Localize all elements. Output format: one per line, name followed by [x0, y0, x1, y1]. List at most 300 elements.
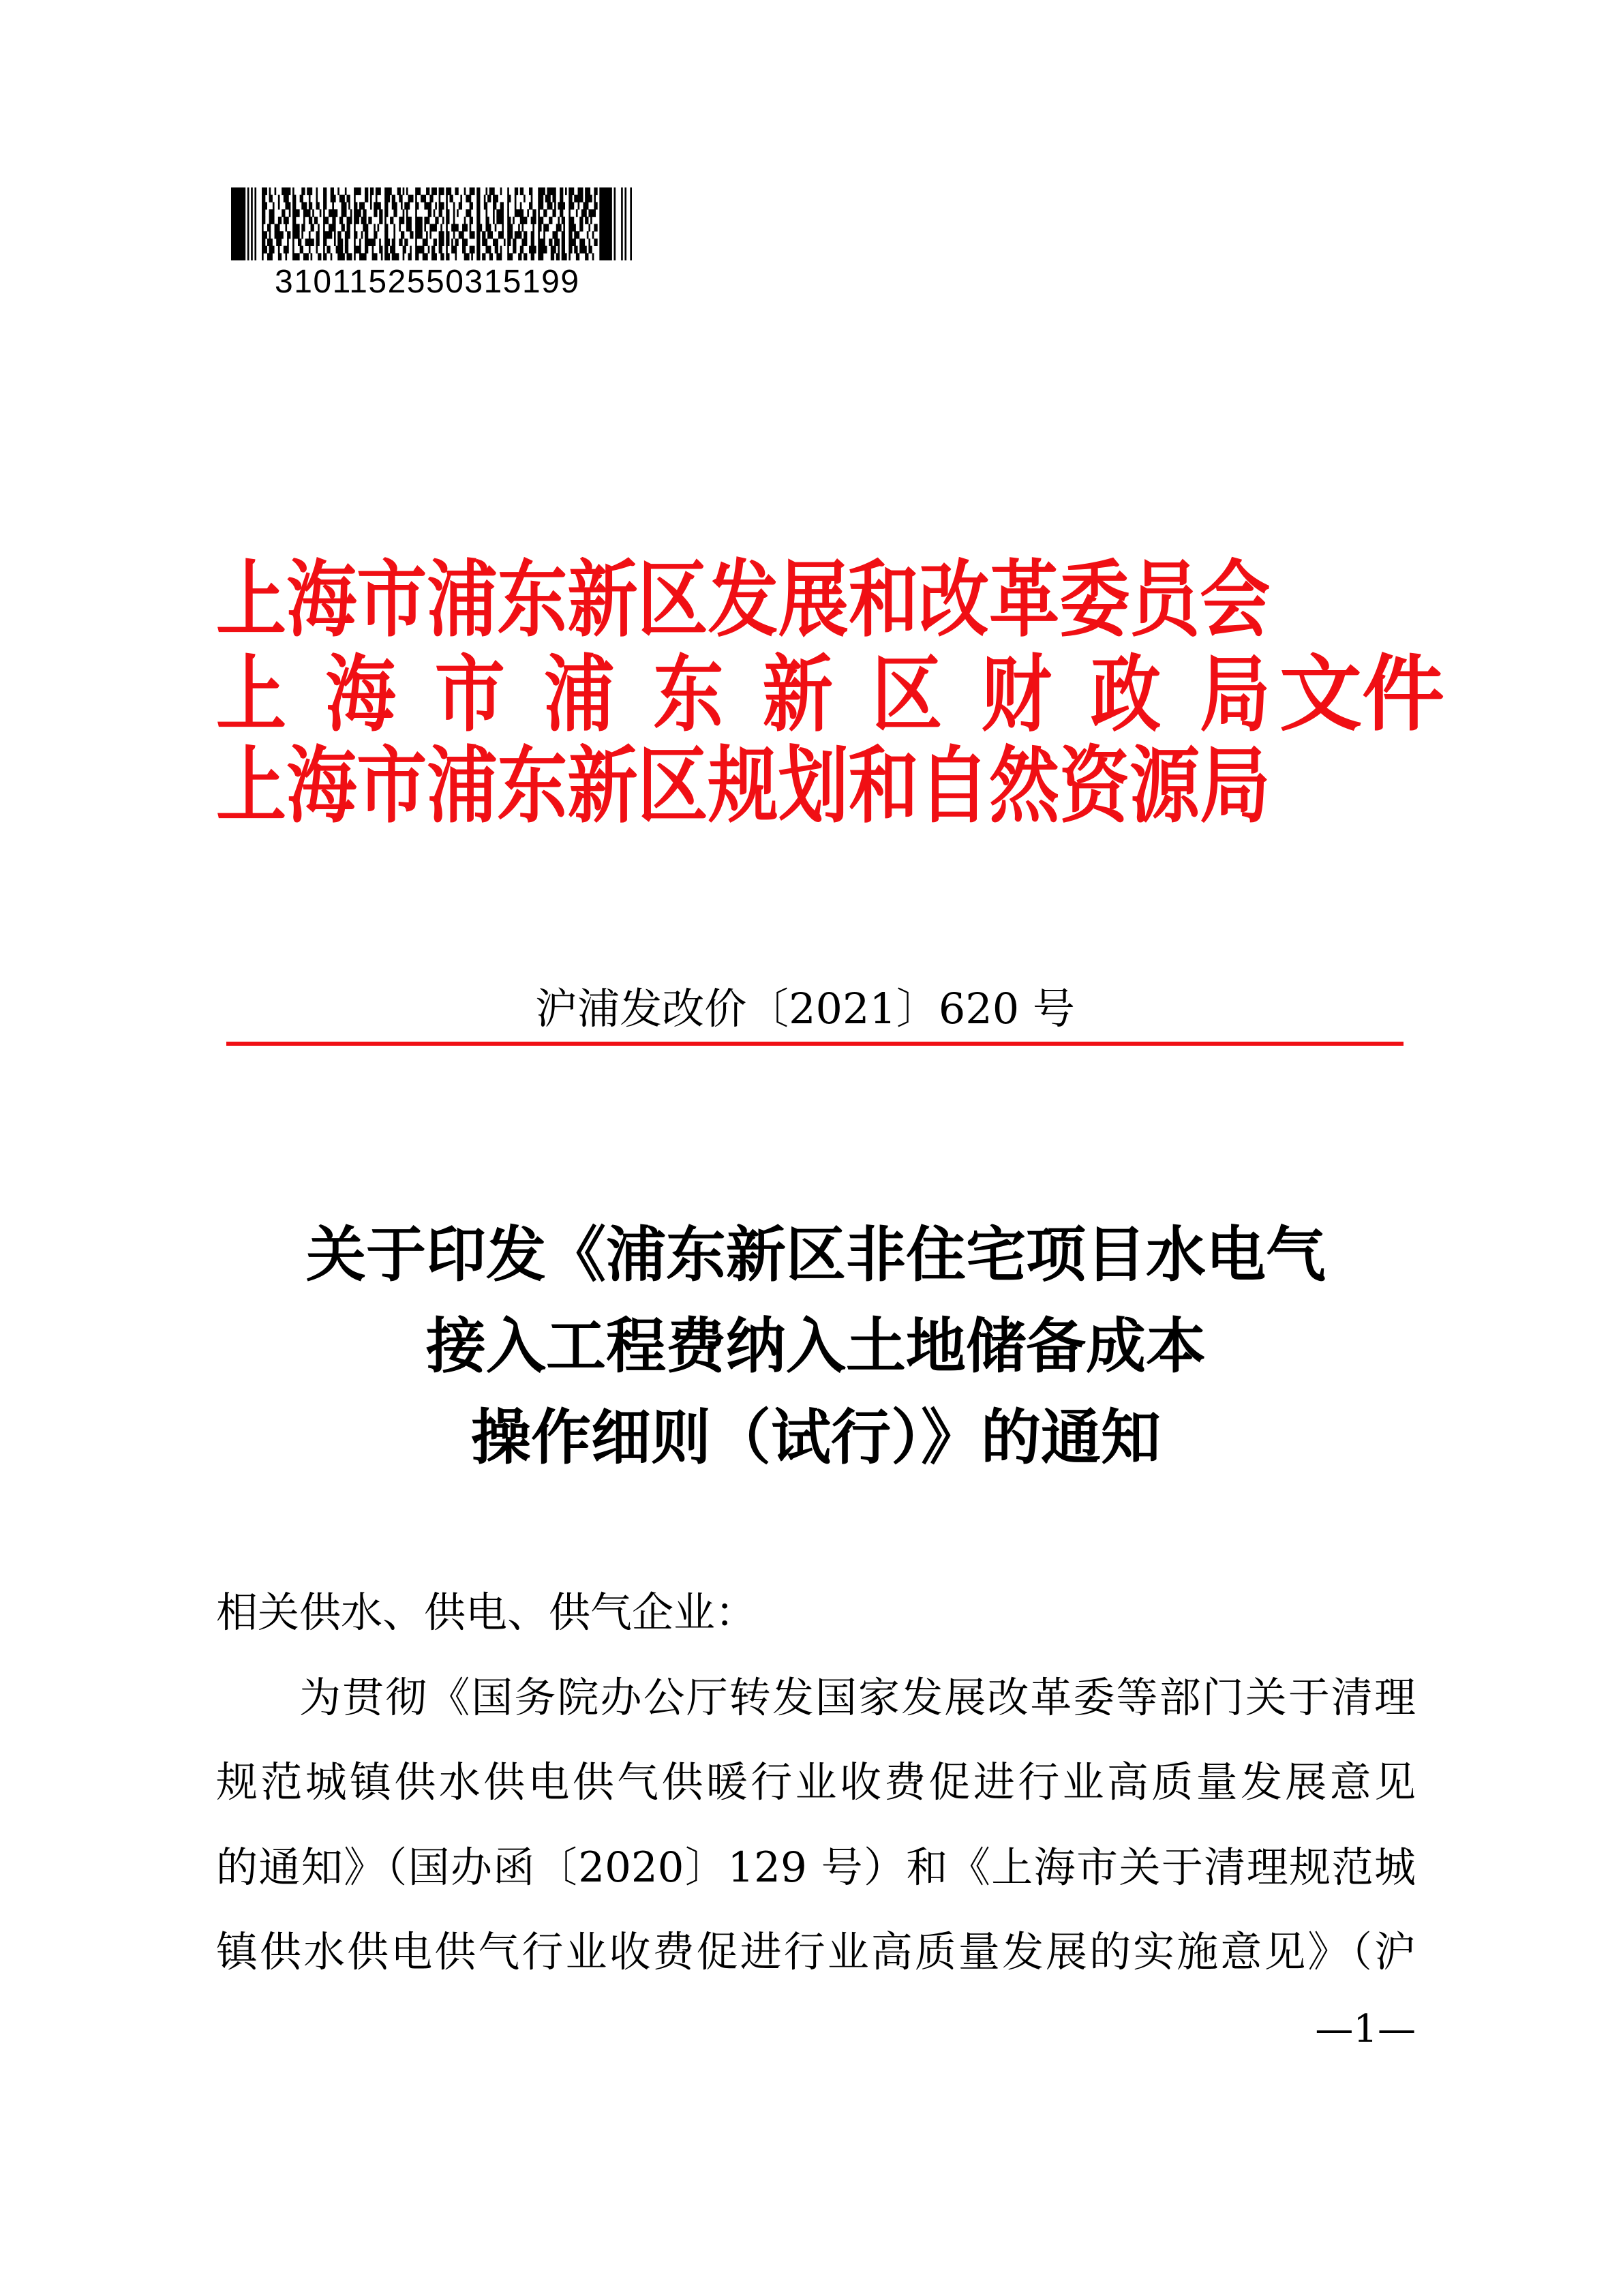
barcode-bar	[345, 239, 348, 246]
barcode-bar	[482, 253, 485, 260]
barcode-bar	[415, 246, 424, 254]
barcode-bar	[332, 217, 335, 224]
barcode-bar	[446, 246, 448, 254]
barcode-bar	[410, 246, 412, 254]
barcode-bar	[303, 253, 309, 260]
barcode-bar	[342, 202, 347, 209]
barcode-bar	[354, 253, 356, 260]
barcode-bar	[435, 202, 437, 209]
barcode-bar	[538, 253, 543, 260]
title-line: 操作细则（试行）》的通知	[470, 1402, 1161, 1472]
title-line: 关于印发《浦东新区非住宅项目水电气	[305, 1219, 1326, 1290]
barcode-bar	[329, 224, 336, 232]
barcode-bar	[269, 209, 275, 217]
barcode-bar	[287, 239, 289, 246]
barcode-bar	[426, 231, 428, 239]
barcode-bar	[495, 246, 498, 254]
salutation: 相关供水、供电、供气企业：	[216, 1588, 757, 1637]
barcode-bar	[538, 231, 540, 239]
barcode-bar	[292, 195, 296, 202]
barcode-bar	[370, 187, 374, 195]
barcode-bar	[585, 187, 590, 195]
barcode-bar	[476, 217, 480, 224]
barcode-bar	[354, 217, 359, 224]
barcode-bar	[262, 246, 267, 254]
barcode-bar	[374, 209, 377, 217]
barcode-bar	[361, 231, 363, 239]
barcode-bar	[592, 253, 594, 260]
barcode-bar	[462, 224, 468, 232]
barcode-bar	[470, 246, 475, 254]
barcode-bar	[460, 195, 462, 202]
barcode-bar	[470, 187, 475, 195]
barcode-bar	[560, 187, 563, 195]
barcode-bar	[428, 209, 431, 217]
barcode-bar	[446, 253, 449, 260]
barcode-bar	[538, 246, 547, 254]
barcode-bar	[574, 231, 579, 239]
barcode-bar	[581, 209, 587, 217]
barcode-bar	[342, 209, 347, 217]
barcode-bar	[269, 246, 275, 254]
barcode-bar	[415, 195, 417, 202]
barcode-bar	[470, 202, 473, 209]
barcode-bar	[547, 187, 556, 195]
barcode-bar	[393, 231, 395, 239]
barcode-bar	[278, 246, 280, 254]
barcode-bar	[524, 231, 527, 239]
barcode-bar	[292, 253, 300, 260]
barcode-bar	[334, 231, 336, 239]
barcode-bar	[384, 195, 390, 202]
barcode-bar	[393, 209, 397, 217]
barcode-bar	[309, 195, 311, 202]
barcode-bar	[410, 231, 413, 239]
barcode-bar	[487, 195, 491, 202]
barcode-bar	[500, 187, 502, 195]
barcode-bar	[521, 224, 524, 232]
barcode-bar	[531, 217, 536, 224]
barcode-bar	[415, 253, 419, 260]
barcode-bar	[446, 195, 448, 202]
barcode-bar	[334, 239, 336, 246]
barcode-bar	[470, 224, 472, 232]
barcode-bar	[269, 231, 271, 239]
issuer-char: 区	[872, 645, 943, 743]
barcode-bar	[520, 217, 528, 224]
issuer-char: 浦	[544, 645, 615, 743]
barcode-bar	[273, 202, 275, 209]
barcode-bar	[558, 202, 565, 209]
barcode-bar	[588, 209, 596, 217]
barcode-bar	[406, 217, 412, 224]
barcode-bar	[496, 209, 504, 217]
barcode-bar	[318, 224, 320, 232]
barcode-bar	[515, 202, 517, 209]
barcode-bar	[435, 217, 438, 224]
barcode-bar	[538, 195, 543, 202]
barcode-bar	[390, 217, 393, 224]
barcode-bar	[451, 224, 459, 232]
barcode-bar	[520, 202, 522, 209]
barcode-bar	[262, 253, 264, 260]
barcode-bar	[484, 202, 487, 209]
barcode-bar	[426, 187, 429, 195]
barcode-bar	[348, 202, 350, 209]
barcode-bar	[439, 202, 444, 209]
barcode-bar	[470, 231, 475, 239]
barcode-bar	[309, 217, 312, 224]
barcode-bar	[347, 224, 350, 232]
barcode-bar	[267, 253, 273, 260]
barcode-bar	[485, 209, 487, 217]
barcode-bar	[513, 246, 516, 254]
barcode-bar	[336, 246, 344, 254]
barcode-bar	[476, 187, 480, 195]
barcode-bar	[354, 224, 356, 232]
barcode-bar	[585, 253, 588, 260]
barcode-bar	[513, 239, 516, 246]
barcode-bar	[594, 202, 597, 209]
barcode-bar	[459, 202, 462, 209]
barcode-bar	[446, 231, 449, 239]
barcode-bar	[327, 246, 330, 254]
barcode-bar	[372, 246, 374, 254]
issuer-char: 局	[1200, 645, 1271, 743]
barcode-bar	[587, 231, 589, 239]
barcode-bar	[301, 224, 305, 232]
barcode-bar	[476, 253, 480, 260]
barcode-bar	[408, 195, 414, 202]
barcode-bar	[504, 239, 506, 246]
barcode-bar	[329, 209, 337, 217]
barcode-bar	[476, 202, 480, 209]
barcode-bar	[431, 187, 437, 195]
barcode-bar	[300, 195, 303, 202]
body-line: 镇供水供电供气行业收费促进行业高质量发展的实施意见》（沪	[216, 1928, 1416, 1976]
barcode-bar	[323, 231, 332, 239]
barcode-bar	[399, 224, 401, 232]
issuer-char: 上	[216, 645, 287, 743]
barcode-bar	[415, 224, 423, 232]
barcode-bar	[292, 231, 300, 239]
barcode-bar	[524, 195, 526, 202]
barcode-bar	[493, 195, 498, 202]
barcode-bar	[359, 239, 361, 246]
barcode-bar	[337, 231, 341, 239]
barcode-bar	[428, 246, 430, 254]
barcode-bar	[415, 239, 417, 246]
barcode-bar	[531, 195, 533, 202]
barcode	[231, 187, 632, 260]
barcode-bar	[347, 217, 352, 224]
barcode-bar	[429, 195, 433, 202]
barcode-bar	[538, 209, 540, 217]
barcode-bar	[403, 246, 406, 254]
barcode-bar	[579, 217, 583, 224]
barcode-bar	[339, 195, 345, 202]
page-number: —1—	[1315, 2007, 1416, 2051]
barcode-bar	[489, 253, 493, 260]
body-line: 规范城镇供水供电供气供暖行业收费促进行业高质量发展意见	[216, 1758, 1416, 1807]
barcode-bar	[562, 246, 565, 254]
barcode-bar	[459, 231, 464, 239]
barcode-bar	[439, 231, 444, 239]
barcode-bar	[594, 239, 597, 246]
barcode-bar	[415, 202, 419, 209]
barcode-bar	[379, 246, 382, 254]
barcode-bar	[515, 187, 518, 195]
barcode-bar	[323, 202, 327, 209]
barcode-bar	[379, 217, 382, 224]
barcode-bar	[487, 231, 493, 239]
barcode-bar	[278, 195, 280, 202]
barcode-bar	[583, 202, 588, 209]
barcode-bar	[496, 217, 504, 224]
barcode-bar	[529, 202, 532, 209]
barcode-bar	[531, 231, 534, 239]
barcode-bar	[307, 187, 312, 195]
barcode-bar	[446, 217, 449, 224]
barcode-bar	[562, 253, 567, 260]
barcode-bar	[292, 187, 294, 195]
barcode-bar	[316, 239, 319, 246]
barcode-bar	[363, 209, 366, 217]
barcode-bar	[551, 246, 556, 254]
barcode-bar	[421, 195, 426, 202]
barcode-bar	[434, 209, 436, 217]
barcode-bar	[507, 231, 513, 239]
barcode-bar	[588, 239, 590, 246]
barcode-bar	[331, 253, 333, 260]
barcode-bar	[470, 217, 473, 224]
barcode-bar	[476, 231, 480, 239]
barcode-bar	[392, 202, 397, 209]
barcode-bar	[323, 246, 325, 254]
barcode-bar	[552, 195, 556, 202]
barcode-bar	[578, 202, 580, 209]
barcode-bar	[431, 246, 435, 254]
barcode-bar	[275, 224, 280, 232]
issuer-char: 财	[981, 645, 1052, 743]
barcode-bar	[269, 195, 273, 202]
barcode-bar	[323, 209, 325, 217]
barcode-bar	[485, 224, 491, 232]
barcode-bar	[406, 187, 408, 195]
barcode-bar	[464, 187, 466, 195]
barcode-bar	[549, 217, 552, 224]
barcode-bar	[309, 231, 311, 239]
barcode-bar	[323, 187, 327, 195]
barcode-bar	[354, 209, 361, 217]
barcode-bar	[502, 224, 504, 232]
barcode-bar	[538, 224, 541, 232]
barcode-bar	[476, 224, 482, 232]
barcode-bar	[354, 231, 357, 239]
barcode-bar	[301, 202, 307, 209]
barcode-bar	[568, 202, 574, 209]
barcode-bar	[267, 224, 271, 232]
barcode-bar	[316, 202, 319, 209]
barcode-bar	[399, 195, 402, 202]
barcode-bar	[374, 202, 381, 209]
barcode-bar	[300, 246, 303, 254]
barcode-bar	[323, 224, 325, 232]
barcode-bar	[507, 246, 509, 254]
barcode-bar	[520, 187, 524, 195]
barcode-bar	[621, 187, 623, 260]
barcode-bar	[451, 239, 453, 246]
barcode-bar	[507, 253, 513, 260]
barcode-bar	[401, 202, 403, 209]
barcode-bar	[439, 195, 441, 202]
barcode-bar	[292, 224, 300, 232]
barcode-bar	[262, 195, 265, 202]
barcode-bar	[262, 217, 265, 224]
barcode-bar	[354, 202, 357, 209]
barcode-bar	[521, 239, 527, 246]
barcode-bar	[455, 239, 458, 246]
barcode-bar	[347, 253, 352, 260]
barcode-bar	[464, 217, 466, 224]
barcode-bar	[289, 209, 291, 217]
barcode-bar	[370, 202, 372, 209]
red-separator-rule	[226, 1042, 1404, 1046]
barcode-bar	[292, 239, 294, 246]
barcode-bar	[545, 195, 551, 202]
barcode-bar	[269, 187, 271, 195]
barcode-bar	[384, 246, 388, 254]
barcode-bar	[278, 253, 282, 260]
barcode-bar	[378, 224, 380, 232]
barcode-bar	[415, 217, 423, 224]
barcode-bar	[453, 209, 455, 217]
barcode-bar	[354, 246, 361, 254]
barcode-bar	[489, 187, 495, 195]
barcode-bar	[568, 231, 572, 239]
barcode-bar	[568, 239, 576, 246]
barcode-bar	[495, 224, 497, 232]
barcode-bar	[585, 195, 592, 202]
barcode-bar	[446, 209, 449, 217]
barcode-bar	[231, 187, 245, 260]
barcode-bar	[376, 187, 381, 195]
barcode-bar	[455, 187, 458, 195]
barcode-bar	[374, 231, 377, 239]
barcode-bar	[507, 224, 513, 232]
barcode-bar	[630, 187, 632, 260]
barcode-bar	[339, 217, 343, 224]
barcode-bar	[354, 239, 356, 246]
barcode-bar	[262, 224, 264, 232]
barcode-bar	[275, 187, 277, 195]
barcode-bar	[446, 239, 449, 246]
barcode-bar	[558, 217, 560, 224]
barcode-bar	[556, 224, 562, 232]
barcode-bar	[305, 239, 314, 246]
barcode-bar	[404, 202, 410, 209]
barcode-bar	[554, 202, 556, 209]
barcode-bar	[278, 202, 280, 209]
barcode-bar	[462, 246, 466, 254]
barcode-bar	[384, 231, 388, 239]
barcode-bar	[359, 253, 367, 260]
barcode-bar	[303, 217, 305, 224]
barcode-bar	[287, 231, 290, 239]
barcode-bar	[262, 202, 267, 209]
barcode-bar	[384, 217, 386, 224]
barcode-bar	[320, 209, 322, 217]
barcode-bar	[578, 187, 583, 195]
body-line: 为贯彻《国务院办公厅转发国家发展改革委等部门关于清理	[299, 1673, 1416, 1722]
barcode-bar	[284, 217, 289, 224]
document-number: 沪浦发改价〔2021〕620 号	[535, 984, 1075, 1033]
issuer-line-planning-resources-bureau: 上海市浦东新区规划和自然资源局	[216, 736, 1271, 834]
barcode-bar	[560, 209, 563, 217]
barcode-bar	[558, 246, 560, 254]
barcode-bar	[345, 246, 348, 254]
barcode-bar	[342, 224, 345, 232]
barcode-bar	[372, 253, 378, 260]
barcode-bar	[323, 239, 327, 246]
barcode-bar	[368, 217, 371, 224]
barcode-bar	[507, 187, 509, 195]
barcode-bar	[254, 187, 256, 260]
barcode-bar	[574, 195, 583, 202]
barcode-bar	[269, 217, 275, 224]
barcode-bar	[316, 195, 318, 202]
barcode-bar	[476, 209, 480, 217]
barcode-bar	[429, 224, 437, 232]
barcode-bar	[552, 231, 558, 239]
barcode-bar	[560, 195, 563, 202]
barcode-bar	[404, 239, 408, 246]
barcode-bar	[464, 253, 470, 260]
barcode-bar	[276, 239, 282, 246]
barcode-bar	[292, 217, 296, 224]
barcode-bar	[275, 231, 284, 239]
barcode-bar	[262, 209, 265, 217]
barcode-bar	[462, 239, 468, 246]
barcode-bar	[507, 209, 509, 217]
barcode-bar	[303, 209, 311, 217]
barcode-bar	[292, 209, 300, 217]
barcode-bar	[515, 231, 522, 239]
barcode-bar	[568, 246, 572, 254]
barcode-bar	[323, 217, 329, 224]
barcode-bar	[440, 224, 442, 232]
barcode-bar	[350, 209, 352, 217]
barcode-bar	[538, 239, 545, 246]
barcode-bar	[594, 195, 596, 202]
barcode-bar	[549, 239, 552, 246]
barcode-bar	[316, 231, 319, 239]
barcode-bar	[318, 253, 321, 260]
barcode-bar	[311, 224, 314, 232]
barcode-bar	[556, 253, 560, 260]
barcode-bar	[451, 246, 457, 254]
barcode-bar	[576, 209, 578, 217]
barcode-bar	[455, 253, 457, 260]
barcode-bar	[513, 217, 515, 224]
barcode-bar	[292, 246, 294, 254]
barcode-bar	[484, 195, 486, 202]
barcode-bar	[507, 195, 511, 202]
barcode-bar	[406, 209, 408, 217]
barcode-bar	[262, 239, 265, 246]
barcode-bar	[568, 253, 571, 260]
barcode-bar	[551, 253, 554, 260]
